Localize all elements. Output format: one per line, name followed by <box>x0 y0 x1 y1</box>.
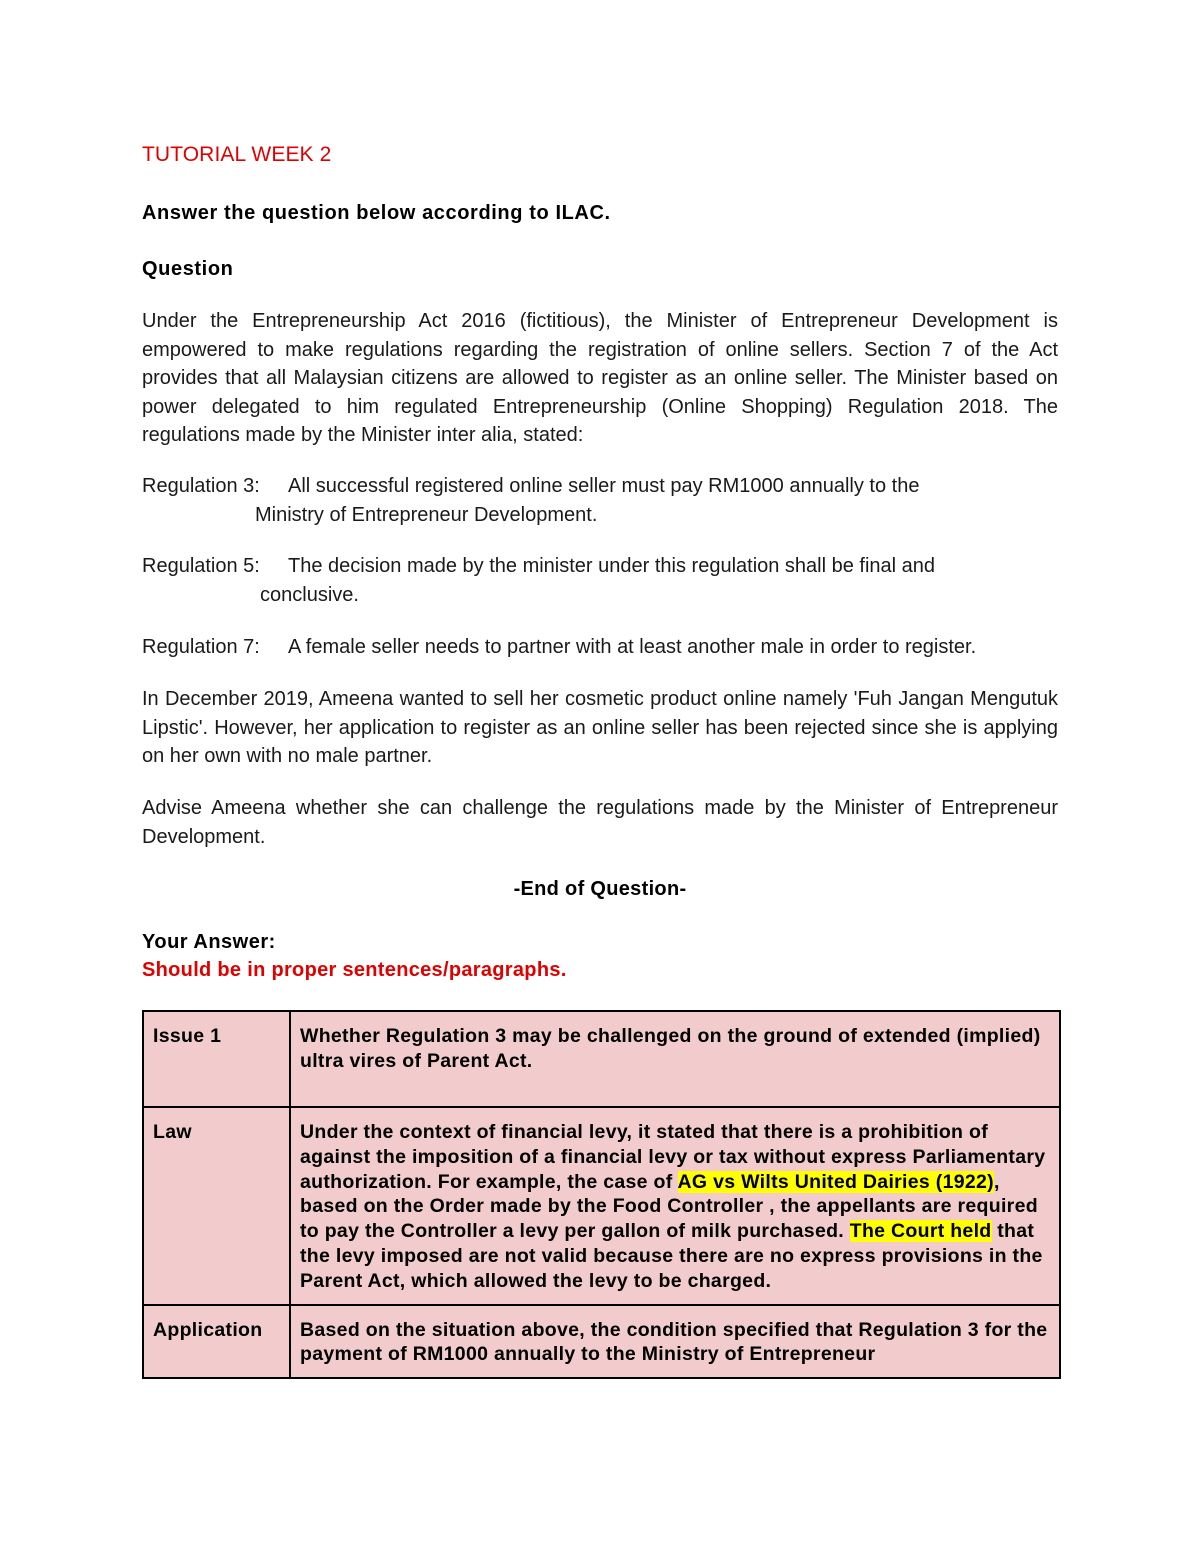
answer-note: Should be in proper sentences/paragraphs. <box>142 959 567 981</box>
law-text-part-3: that the levy imposed are not valid because there are no express provisions in the Parent Act, which allowed the levy to be charged. <box>300 1220 1043 1292</box>
question-heading: Question <box>142 258 234 280</box>
table-row-application <box>143 1305 1060 1379</box>
end-of-question: -End of Question- <box>513 878 687 900</box>
law-text-part-2: , based on the Order made by the Food Controller , the appellants are required to pay the Controller a levy per gallon of milk purchased. <box>300 1170 1038 1243</box>
page-title: TUTORIAL WEEK 2 <box>142 143 332 166</box>
regulation-text: The decision made by the minister under this regulation shall be final and <box>288 555 936 577</box>
application-label: Application <box>143 1305 290 1379</box>
regulation-5 <box>142 552 1058 609</box>
regulation-3 <box>142 472 1058 529</box>
instruction: Answer the question below according to ILAC. <box>142 202 611 224</box>
table-row-law <box>143 1107 1060 1305</box>
regulation-7 <box>142 633 1058 662</box>
regulation-continuation: conclusive. <box>260 583 359 606</box>
court-held-highlight: The Court held <box>849 1220 992 1243</box>
ilac-answer-table <box>142 1010 1061 1379</box>
issue-label: Issue 1 <box>143 1011 290 1107</box>
issue-text: Whether Regulation 3 may be challenged on the ground of extended (implied) ultra vires of Parent Act. <box>290 1011 1060 1107</box>
advise-paragraph: Advise Ameena whether she can challenge the regulations made by the Minister of Entrepreneur Development. <box>142 797 1058 848</box>
law-text <box>290 1107 1060 1305</box>
application-text: Based on the situation above, the condition specified that Regulation 3 for the payment of RM1000 annually to the Ministry of Entrepreneur <box>290 1305 1060 1379</box>
regulation-continuation: Ministry of Entrepreneur Development. <box>255 503 598 526</box>
question-paragraph: Under the Entrepreneurship Act 2016 (fictitious), the Minister of Entrepreneur Development is empowered to make regulations regarding the registration of online sellers. Section 7 of the Act provides that all Malaysian citizens are allowed to register as an online seller. The Minister based on power delegated to him regulated Entrepreneurship (Online Shopping) Regulation 2018. The regulations made by the Minister inter alia, stated: <box>142 310 1058 446</box>
table-row-issue <box>143 1011 1060 1107</box>
law-label: Law <box>143 1107 290 1305</box>
regulation-label: Regulation 3: <box>142 475 260 497</box>
law-text-part-1: Under the context of financial levy, it stated that there is a prohibition of against the imposition of a financial levy or tax without express Parliamentary authorization. For example, the case of <box>300 1121 1046 1193</box>
your-answer-heading: Your Answer: <box>142 931 276 953</box>
facts-paragraph: In December 2019, Ameena wanted to sell her cosmetic product online namely 'Fuh Jangan Mengutuk Lipstic'. However, her application to register as an online seller has been rejected since she is applying on her own with no male partner. <box>142 688 1058 767</box>
regulation-label: Regulation 5: <box>142 555 260 577</box>
regulation-label: Regulation 7: <box>142 636 260 658</box>
regulation-text: A female seller needs to partner with at least another male in order to register. <box>288 636 977 658</box>
regulation-text: All successful registered online seller must pay RM1000 annually to the <box>288 475 920 497</box>
case-name-highlight: AG vs Wilts United Dairies (1922) <box>677 1170 994 1193</box>
